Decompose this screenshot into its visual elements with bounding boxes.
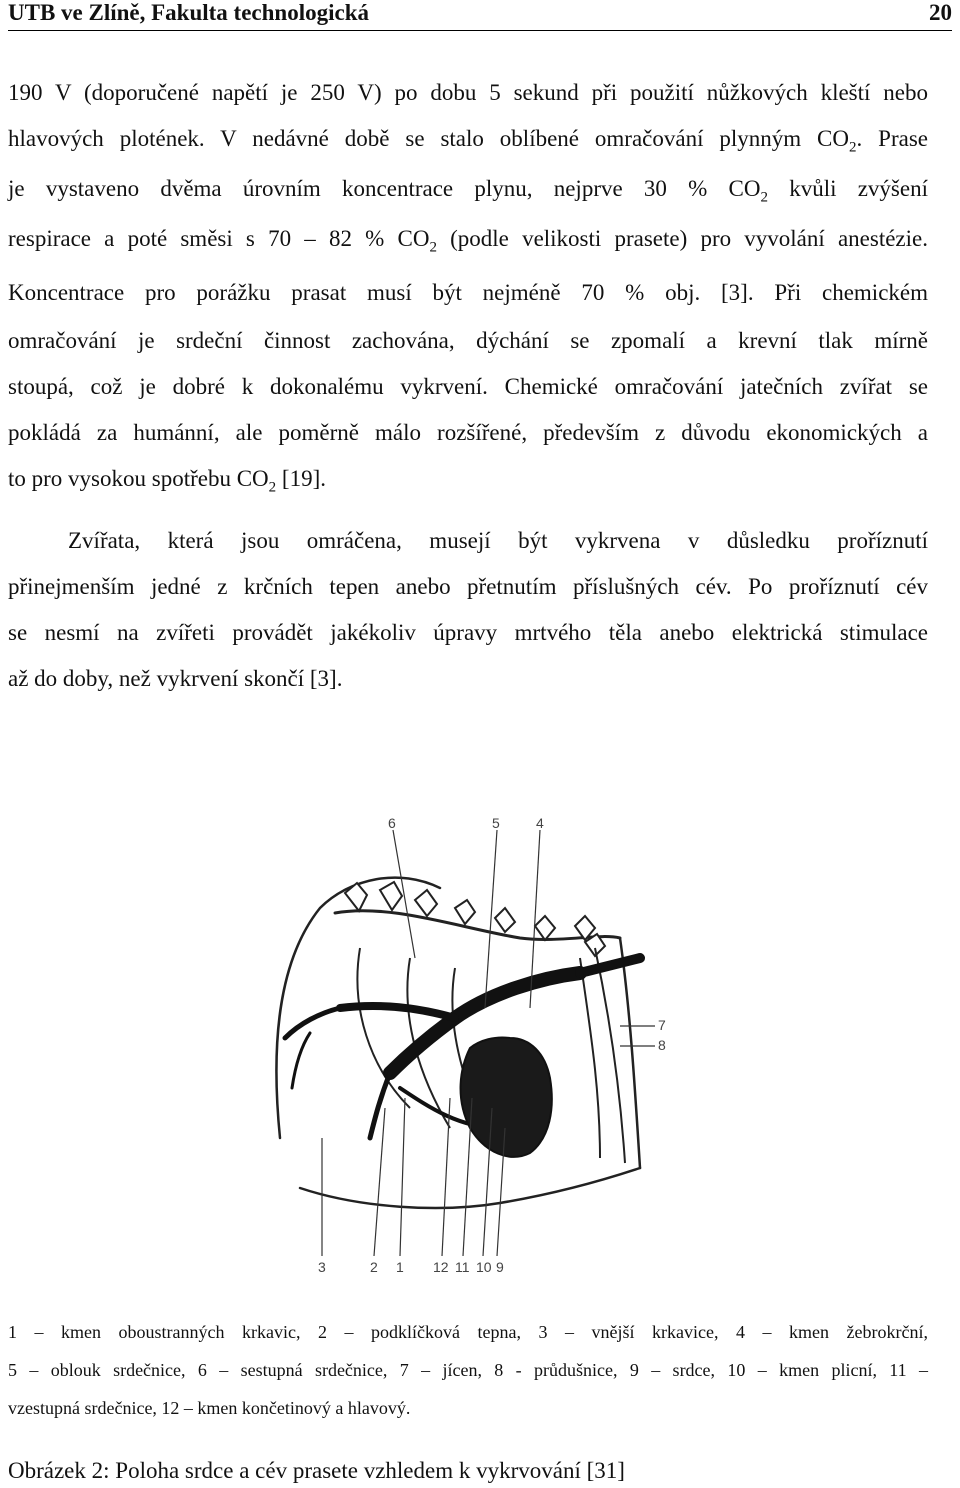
text-line: respirace a poté směsi s 70 – 82 % $CO_2$ (podle velikosti prasete) pro vyvolání anestézie. (8, 226, 928, 256)
text-line: se nesmí na zvířeti provádět jakékoliv úpravy mrtvého těla anebo elektrická stimulace (8, 620, 928, 645)
body-outline-bottom (300, 1168, 640, 1208)
text-line: je vystaveno dvěma úrovním koncentrace plynu, nejprve 30 % $CO_2$ kvůli zvýšení (8, 176, 928, 206)
text-line: pokládá za humánní, ale poměrně málo rozšířené, především z důvodu ekonomických a (8, 420, 928, 445)
external-carotid (292, 1033, 310, 1088)
text-line: přinejmenším jedné z krčních tepen anebo přetnutím příslušných cév. Po proříznutí cév (8, 574, 928, 599)
text-line: stoupá, což je dobré k dokonalému vykrvení. Chemické omračování jatečních zvířat se (8, 374, 928, 399)
text-line: až do doby, než vykrvení skončí [3]. (8, 666, 343, 691)
vertebra (415, 890, 437, 916)
page-header (8, 0, 952, 31)
carotid-trunk (285, 1008, 340, 1038)
vertebra (495, 908, 515, 932)
legend-line: 1 – kmen oboustranných krkavic, 2 – podklíčková tepna, 3 – vnější krkavice, 4 – kmen žebrokrční, (8, 1322, 928, 1342)
legend-line: vzestupná srdečnice, 12 – kmen končetinový a hlavový. (8, 1398, 411, 1418)
leader-line-2 (374, 1108, 385, 1256)
text-line: 190 V (doporučené napětí je 250 V) po dobu 5 sekund při použití nůžkových kleští nebo (8, 80, 928, 105)
label-11: 11 (455, 1259, 470, 1275)
descending-aorta (580, 958, 640, 973)
heart (461, 1037, 552, 1156)
vertebra (380, 882, 402, 910)
rib (580, 958, 600, 1158)
text-line: Koncentrace pro porážku prasat musí být nejméně 70 % obj. [3]. Při chemickém (8, 280, 928, 305)
text-line: Zvířata, která jsou omráčena, musejí být vykrvena v důsledku proříznutí (68, 528, 928, 553)
label-9: 9 (496, 1259, 504, 1275)
vertebra (455, 900, 475, 924)
brachiocephalic-trunk (340, 1006, 455, 1018)
label-8: 8 (658, 1037, 666, 1053)
label-10: 10 (476, 1259, 492, 1275)
vertebra (535, 916, 555, 940)
leader-line-1 (400, 1098, 405, 1256)
text-line: to pro vysokou spotřebu $CO_2$ [19]. (8, 466, 326, 496)
label-7: 7 (658, 1017, 666, 1033)
label-2: 2 (370, 1259, 378, 1275)
figure-pig-heart-vessels (240, 808, 720, 1286)
label-6: 6 (388, 815, 396, 831)
label-5: 5 (492, 815, 500, 831)
label-1: 1 (396, 1259, 404, 1275)
page-number: 20 (929, 0, 952, 25)
label-12: 12 (433, 1259, 449, 1275)
figure-title: Obrázek 2: Poloha srdce a cév prasete vzhledem k vykrvování [31] (8, 1458, 625, 1483)
label-3: 3 (318, 1259, 326, 1275)
anatomical-drawing (240, 808, 720, 1286)
subclavian-artery (370, 1073, 390, 1138)
label-4: 4 (536, 815, 544, 831)
text-line: hlavových plotének. V nedávné době se stalo oblíbené omračování plynným $CO_2$. Prase (8, 126, 928, 156)
text-line: omračování je srdeční činnost zachována, dýchání se zpomalí a krevní tlak mírně (8, 328, 928, 353)
legend-line: 5 – oblouk srdečnice, 6 – sestupná srdečnice, 7 – jícen, 8 - průdušnice, 9 – srdce, 10 – kmen plicní, 11 – (8, 1360, 928, 1380)
header-title: UTB ve Zlíně, Fakulta technologická (8, 0, 369, 25)
